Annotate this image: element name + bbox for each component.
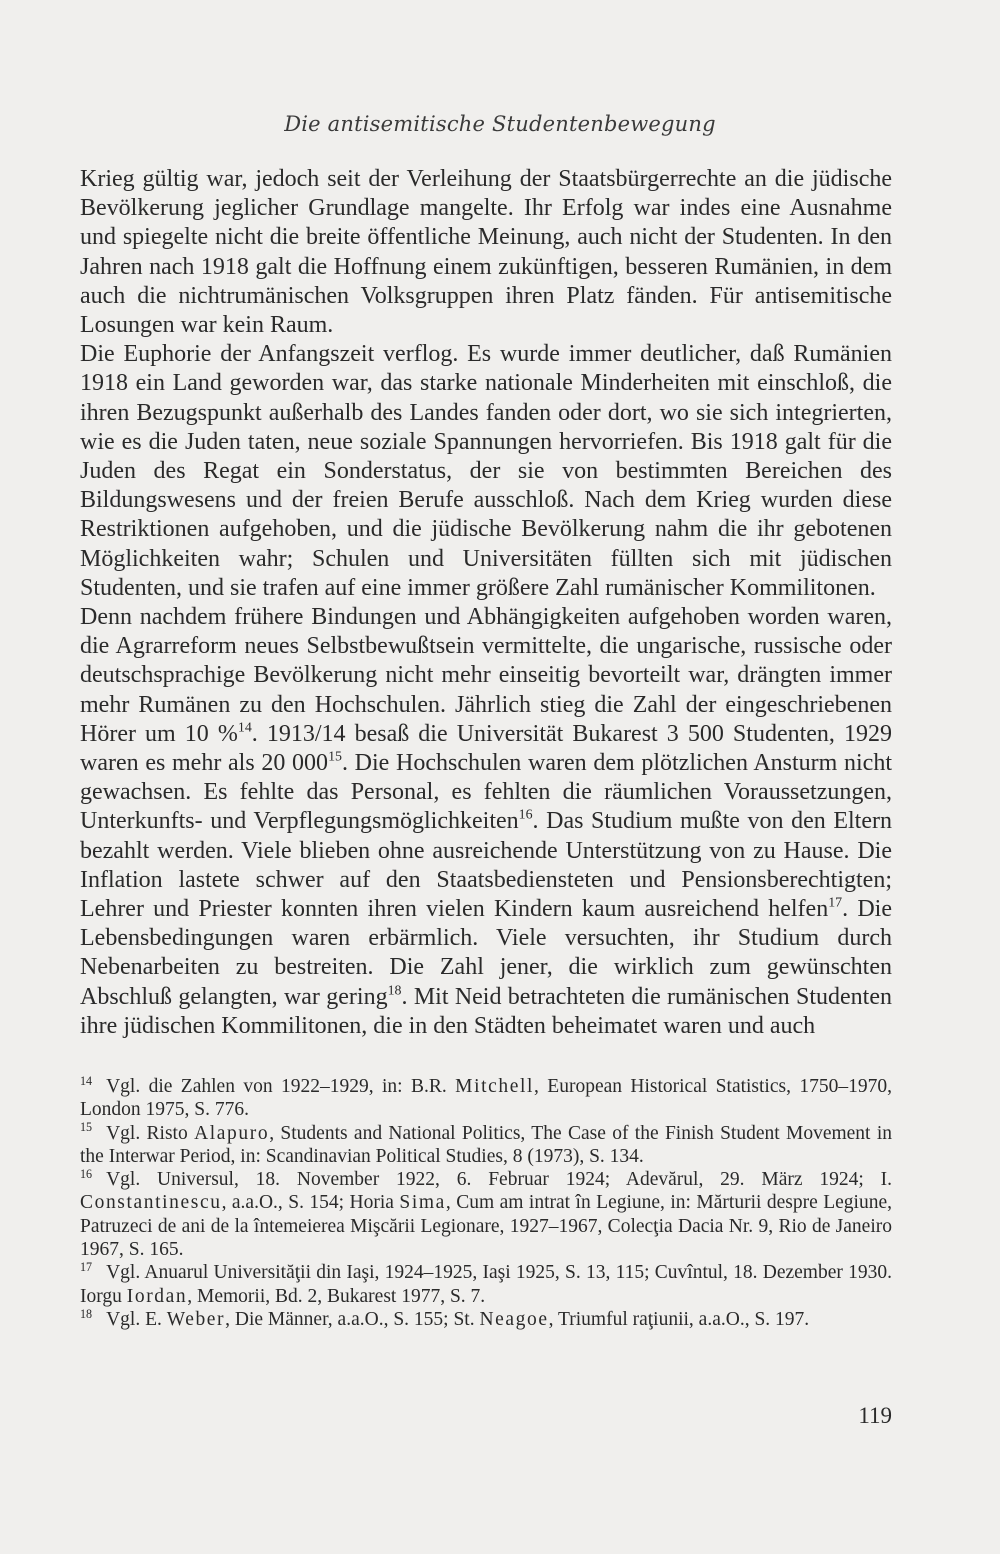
footnote-ref-14: 14 bbox=[237, 720, 252, 736]
footnote-text: Vgl. die Zahlen von 1922–1929, in: B.R. bbox=[106, 1076, 456, 1097]
paragraph-3-text-c: . Die Hochschulen waren dem plötzlichen Ansturm nicht gewachsen. Es fehlte das Personal, es fehlten die räumlichen Voraussetzungen, Unterkunfts- und Verpflegungsmöglichkeiten bbox=[80, 750, 892, 835]
paragraph-1: Krieg gültig war, jedoch seit der Verleihung der Staatsbürgerrechte an die jüdische Bevölkerung jeglicher Grundlage mangelte. Ihr Erfolg war indes eine Ausnahme und spiegelte nicht die breite öffentliche Meinung, auch nicht der Studenten. In den Jahren nach 1918 galt die Hoffnung einem zukünftigen, besseren Rumänien, in dem auch die nichtrumänischen Volksgruppen ihren Platz fänden. Für antisemitische Losungen war kein Raum. bbox=[80, 166, 892, 339]
footnote-16 bbox=[80, 1168, 892, 1261]
footnote-text: Vgl. Anuarul Universităţii din Iaşi, 1924–1925, Iaşi 1925, S. 13, 115; Cuvîntul, 18. Dezember 1930. Iorgu bbox=[80, 1262, 892, 1307]
footnote-author: Sima bbox=[399, 1192, 446, 1214]
footnote-number: 18 bbox=[80, 1306, 93, 1321]
paragraph-3 bbox=[80, 603, 892, 1041]
footnote-ref-17: 17 bbox=[828, 895, 843, 911]
footnote-text: , Cum am intrat în Legiune, in: Mărturii despre Legiune, Patruzeci de ani de la întemeierea Mişcării Legionare, 1927–1967, Colecţia Dacia Nr. 9, Rio de Janeiro 1967, S. 165. bbox=[80, 1192, 892, 1261]
paragraph-3-text-a: Denn nachdem frühere Bindungen und Abhängigkeiten aufgehoben worden waren, die Agrarreform neues Selbstbewußtsein vermittelte, die ungarische, russische oder deutschsprachige Bevölkerung nicht mehr einseitig bevorteilt war, drängten immer mehr Rumänen zu den Hochschulen. Jährlich stieg die Zahl der eingeschriebenen Hörer um 10 % bbox=[80, 604, 892, 747]
footnote-author: Constantinescu bbox=[80, 1192, 222, 1214]
footnote-ref-18: 18 bbox=[387, 982, 402, 998]
footnote-author: Mitchell bbox=[455, 1076, 535, 1097]
footnote-text: , Students and National Politics, The Case of the Finish Student Movement in the Interwar Period, in: Scandinavian Political Studies, 8 (1973), S. 134. bbox=[80, 1122, 892, 1167]
footnote-17 bbox=[80, 1261, 892, 1308]
footnote-number: 16 bbox=[80, 1166, 93, 1181]
body-text bbox=[80, 165, 892, 1041]
footnote-number: 15 bbox=[80, 1120, 93, 1135]
footnote-15 bbox=[80, 1122, 892, 1169]
footnote-text: Vgl. Risto bbox=[106, 1122, 195, 1144]
paragraph-3-text-e: . Die Lebensbedingungen waren erbärmlich. Viele versuchten, ihr Studium durch Nebenarbeiten zu bestreiten. Die Zahl jener, die wirklich zum gewünschten Abschluß gelangten, war gering bbox=[80, 896, 892, 1010]
footnote-text: , Triumful raţiunii, a.a.O., S. 197. bbox=[548, 1308, 810, 1330]
paragraph-3-text-b: . 1913/14 besaß die Universität Bukarest 3 500 Studenten, 1929 waren es mehr als 20 000 bbox=[80, 720, 892, 777]
paragraph-3-text-d: . Das Studium mußte von den Eltern bezahlt werden. Viele blieben ohne ausreichende Unterstützung von zu Hause. Die Inflation lastete schwer auf den Staatsbediensteten und Pensionsberechtigten; Lehrer und Priester konnten ihren vielen Kindern kaum ausreichend helfen bbox=[80, 808, 892, 923]
page-number: 119 bbox=[858, 1403, 892, 1428]
footnote-author: Neagoe bbox=[479, 1308, 549, 1330]
running-head: Die antisemitische Studentenbewegung bbox=[284, 112, 716, 136]
footnote-text: , a.a.O., S. 154; Horia bbox=[221, 1192, 400, 1214]
footnote-text: , Die Männer, a.a.O., S. 155; St. bbox=[225, 1308, 480, 1330]
footnote-author: Weber bbox=[166, 1308, 226, 1330]
footnote-text: , Memorii, Bd. 2, Bukarest 1977, S. 7. bbox=[187, 1285, 486, 1307]
footnote-author: Iordan bbox=[126, 1285, 188, 1307]
paragraph-2: Die Euphorie der Anfangszeit verflog. Es wurde immer deutlicher, daß Rumänien 1918 ein Land geworden war, das starke nationale Minderheiten mit einschloß, die ihren Bezugspunkt außerhalb des Landes fanden oder dort, wo sie sich integrierten, wie es die Juden taten, neue soziale Spannungen hervorriefen. Bis 1918 galt für die Juden des Regat ein Sonderstatus, der sie von bestimmten Bereichen des Bildungswesens und der freien Berufe ausschloß. Nach dem Krieg wurden diese Restriktionen aufgehoben, und die jüdische Bevölkerung nahm die ihr gebotenen Möglichkeiten wahr; Schulen und Universitäten füllten sich mit jüdischen Studenten, und sie trafen auf eine immer größere Zahl rumänischer Kommilitonen. bbox=[80, 341, 892, 601]
footnotes bbox=[80, 1075, 892, 1331]
footnote-18 bbox=[80, 1308, 892, 1331]
footnote-text: , European Historical Statistics, 1750–1970, London 1975, S. 776. bbox=[80, 1076, 892, 1121]
footnote-number: 17 bbox=[80, 1260, 93, 1275]
paragraph-3-text-f: . Mit Neid betrachteten die rumänischen Studenten ihre jüdischen Kommilitonen, die in den Städten beheimatet waren und auch bbox=[80, 983, 892, 1039]
footnote-ref-15: 15 bbox=[328, 749, 342, 765]
footnote-text: Vgl. E. bbox=[106, 1308, 167, 1330]
footnote-ref-16: 16 bbox=[518, 807, 533, 823]
footnote-text: Vgl. Universul, 18. November 1922, 6. Februar 1924; Adevărul, 29. März 1924; I. bbox=[106, 1169, 892, 1191]
footnote-14 bbox=[80, 1075, 892, 1122]
footnote-number: 14 bbox=[80, 1073, 93, 1088]
footnote-author: Alapuro bbox=[194, 1122, 270, 1144]
